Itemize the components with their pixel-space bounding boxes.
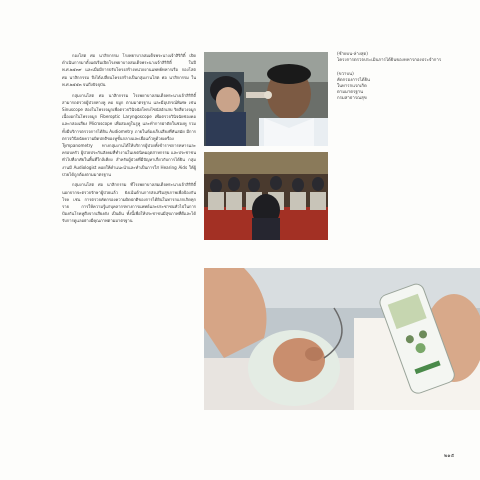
page-number: ๒๑๕: [444, 453, 455, 459]
caption-line: คัดกรองการได้ยิน: [337, 78, 370, 83]
caption-top-right: [337, 72, 437, 102]
photo-captions: [337, 52, 442, 110]
paragraph-2: กลุ่มงานโสต ศอ นาสิกกรรม โรงพยาบาลสมเด็จพระนางเจ้าสิริกิติ์ สามารถตรวจผู้ป่วยทางหู คอ จมูก ตามมาตรฐาน และมีอุปกรณ์พิเศษ เช่น Sinuscope ส่องในโพรงจมูกเพื่อตรวจวินิจฉัยโพรงไซนัสอักเสบ ริดสีดวงจมูก เนื้องอกในโพรงจมูก Fiberoptic Laryngoscope เพื่อตรวจวินิจฉัยช่องคอและกล่องเสียง Microscope เพื่อส่องดูในรูหู และทำการผ่าตัดในช่องหู รวมทั้งมีบริการตรวจการได้ยิน Audiometry ภายในห้องเก็บเสียงที่ทันสมัย มีการตรวจวินิจฉัยความผิดปกติของหูชั้นกลางและเยื่อแก้วหูด้วยเครื่อง Tympanometry ทางกลุ่มงานได้ให้บริการผู้ป่วยทั้งข้าราชการทหารและครอบครัว ผู้ป่วยประกันสังคมที่ทำงานในเขตนิคมอุตสาหกรรม และประชาชนทั่วไปที่อาศัยในพื้นที่ใกล้เคียง สำหรับผู้ป่วยที่มีปัญหาเกี่ยวกับการได้ยิน กลุ่มงานมี Audiologist คอยให้คำแนะนำและทำเป็นการใส่ Hearing Aids ให้ผู้ป่วยได้ถูกต้องตามมาตรฐาน: [62, 92, 196, 177]
caption-top-left: [337, 52, 442, 64]
photo-newborn-hearing-screening: [204, 268, 480, 410]
caption-line: (ซ้ายบน-ล่างสุด): [337, 52, 368, 57]
caption-line: ตามมาตรฐาน: [337, 90, 364, 95]
article-body: [62, 52, 196, 228]
caption-line: โครงการตรวจประเมินการได้ยินของทหารกองประจำการ: [337, 58, 442, 63]
paragraph-3: กลุ่มงานโสต ศอ นาสิกกรรม ที่โรงพยาบาลสมเด็จพระนางเจ้าสิริกิติ์ นอกจากจะตรวจรักษาผู้ป่วยแล้ว ยังเน้นด้านการส่งเสริมสุขภาพเพื่อป้องกันโรค เช่น การตรวจคัดกรองความผิดปกติของการได้ยินในทารกแรกเกิดทุกราย การให้ความรู้แก่บุคลากรทางการแพทย์และประชาชนทั่วไปในการป้องกันโรคหูตึงจากเสียงดัง เป็นต้น ทั้งนี้เพื่อให้ประชาชนมีสุขภาพที่ดีและได้รับการดูแลอย่างมีคุณภาพตามมาตรฐาน: [62, 182, 196, 224]
caption-line: ในทารกแรกเกิด: [337, 84, 367, 89]
paragraph-1: กองโสต ศอ นาสิกกรรม โรงพยาบาลสมเด็จพระนางเจ้าสิริกิติ์ เปิดดำเนินการมาตั้งแต่เริ่มเปิดโรงพยาบาลสมเด็จพระนางเจ้าสิริกิติ์ ในปี พ.ศ.๒๕๓๙ และเมื่อมีการปรับโครงสร้างหน่วยงานแพทย์ทหารเรือ กองโสต ศอ นาสิกกรรม จึงได้เปลี่ยนโครงสร้างเป็นกลุ่มงานโสต ศอ นาสิกกรรม ใน พ.ศ.๒๕๕๓ จนถึงปัจจุบัน: [62, 53, 196, 87]
caption-line: กรมสาธารณสุข: [337, 96, 367, 101]
caption-line: (ขวาบน): [337, 72, 354, 77]
photo-ear-examination: [204, 52, 328, 146]
photo-seminar-audience: [204, 152, 328, 240]
